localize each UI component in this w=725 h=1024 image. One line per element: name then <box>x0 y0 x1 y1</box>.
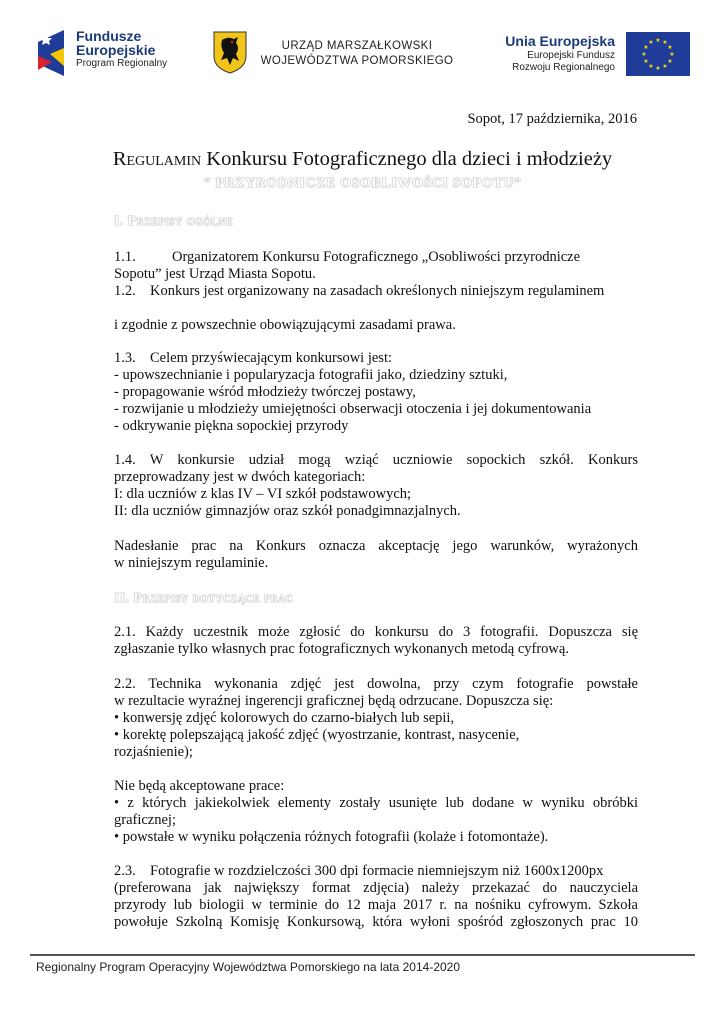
svg-text:★: ★ <box>655 65 661 72</box>
para-1-4-line4: II: dla uczniów gimnazjów oraz szkół ponadgimnazjalnych. <box>114 503 461 519</box>
griffin-crest-icon <box>212 30 248 74</box>
not-accepted-line2: • z których jakiekolwiek elementy zostały usunięte lub dodane w wyniku obróbki <box>114 795 638 811</box>
fe-logo-icon <box>34 26 70 80</box>
para-1-3-item3: - rozwijanie u młodzieży umiejętności obserwacji otoczenia i jej dokumentowania <box>114 401 592 417</box>
para-2-2-line3: • konwersję zdjęć kolorowych do czarno-białych lub sepii, <box>114 710 455 726</box>
para-2-3-line3: przyrody lub biologii w terminie do 12 maja 2017 r. na nośniku cyfrowym. Szkoła <box>114 897 638 913</box>
svg-text:★: ★ <box>641 51 647 58</box>
header-logos <box>0 22 725 82</box>
svg-text:★: ★ <box>662 63 668 70</box>
para-2-2-line4: • korektę polepszającą jakość zdjęć (wyostrzanie, kontrast, nasycenie, <box>114 727 520 743</box>
section-heading-2: II. Przepisy dotyczące prac <box>114 591 294 606</box>
para-2-3-line1 <box>114 863 638 880</box>
svg-text:★: ★ <box>662 39 668 46</box>
para-1-4-line3: I: dla uczniów z klas IV – VI szkół podstawowych; <box>114 486 412 502</box>
para-1-1-text-a: Organizatorem Konkursu Fotograficznego „Osobliwości przyrodnicze <box>172 249 581 265</box>
title-rest: Konkursu Fotograficznego dla dzieci i młodzieży <box>201 148 613 170</box>
para-2-3-number: 2.3. <box>114 863 136 879</box>
not-accepted-line3: graficznej; <box>114 812 176 828</box>
para-2-3-text-a: Fotografie w rozdzielczości 300 dpi formacie niemniejszym niż 1600x1200px <box>150 863 604 879</box>
not-accepted-line4: • powstałe w wyniku połączenia różnych fotografii (kolaże i fotomontaże). <box>114 829 549 845</box>
para-1-4-line2: przeprowadzany jest w dwóch kategoriach: <box>114 469 366 485</box>
fe-line3: Program Regionalny <box>76 58 168 69</box>
footer-text: Regionalny Program Operacyjny Województwa Pomorskiego na lata 2014-2020 <box>36 960 461 974</box>
fe-line1: Fundusze <box>76 28 142 44</box>
ue-line1: Unia Europejska <box>505 33 615 49</box>
para-2-2-line5: rozjaśnienie); <box>114 744 193 760</box>
para-2-2-line2: w rezultacie wyraźnej ingerencji graficznej będą odrzucane. Dopuszcza się: <box>114 693 554 709</box>
fe-line2: Europejskie <box>76 42 156 58</box>
para-2-1-line2: zgłaszanie tylko własnych prac fotograficznych wykonanych metodą cyfrową. <box>114 641 569 657</box>
para-1-2-number: 1.2. <box>114 283 136 299</box>
para-2-2-line1: 2.2. Technika wykonania zdjęć jest dowolna, przy czym fotografie powstałe <box>114 676 638 692</box>
para-1-1-line2: Sopotu” jest Urząd Miasta Sopotu. <box>114 266 316 282</box>
para-1-1-line1 <box>114 249 638 266</box>
acceptance-line1: Nadesłanie prac na Konkurs oznacza akceptację jego warunków, wyrażonych <box>114 538 638 554</box>
para-1-3-text-a: Celem przyświecającym konkursowi jest: <box>150 350 393 366</box>
para-1-3-line1 <box>114 350 638 367</box>
document-subtitle: “ PRZYRODNICZE OSOBLIWOŚCI SOPOTU” <box>203 176 522 191</box>
svg-text:★: ★ <box>655 37 661 44</box>
svg-text:★: ★ <box>648 39 654 46</box>
urzad-marszalkowski-label <box>257 39 457 69</box>
para-1-2-text-a: Konkurs jest organizowany na zasadach określonych niniejszym regulaminem <box>150 283 605 299</box>
fe-text <box>76 29 167 71</box>
svg-text:★: ★ <box>643 58 649 65</box>
para-2-1-line1: 2.1. Każdy uczestnik może zgłosić do konkursu do 3 fotografii. Dopuszcza się <box>114 624 638 640</box>
svg-text:★: ★ <box>648 63 654 70</box>
svg-text:★: ★ <box>643 44 649 51</box>
svg-text:★: ★ <box>669 51 675 58</box>
para-1-4-line1: 1.4. W konkursie udział mogą wziąć uczniowie sopockich szkół. Konkurs <box>114 452 638 468</box>
title-regulamin: Regulamin <box>112 148 202 170</box>
para-1-3-item1: - upowszechnianie i popularyzacja fotografii jako, dziedziny sztuki, <box>114 367 508 383</box>
footer-divider <box>30 954 695 956</box>
para-1-2-line1 <box>114 283 638 300</box>
para-2-3-line4: powołuje Szkolną Komisję Konkursową, która wyłoni spośród zgłoszonych prac 10 <box>114 914 638 930</box>
eu-flag-icon <box>626 32 690 76</box>
document-date: Sopot, 17 października, 2016 <box>467 111 637 127</box>
para-1-3-item4: - odkrywanie piękna sopockiej przyrody <box>114 418 349 434</box>
ue-line3: Rozwoju Regionalnego <box>512 62 615 73</box>
document-title <box>0 148 725 171</box>
para-1-3-number: 1.3. <box>114 350 136 366</box>
um-line1: URZĄD MARSZAŁKOWSKI <box>281 40 433 52</box>
um-line2: WOJEWÓDZTWA POMORSKIEGO <box>260 55 454 67</box>
svg-text:★: ★ <box>667 44 673 51</box>
not-accepted-line1: Nie będą akceptowane prace: <box>114 778 285 794</box>
para-1-3-item2: - propagowanie wśród młodzieży twórczej postawy, <box>114 384 416 400</box>
section-heading-1: I. Przepisy ogólne <box>114 214 233 229</box>
para-1-2-line2: i zgodnie z powszechnie obowiązującymi zasadami prawa. <box>114 317 456 333</box>
ue-line2: Europejski Fundusz <box>527 50 615 61</box>
para-2-3-line2: (preferowana jak największy format zdjęcia) należy przekazać do nauczyciela <box>114 880 638 896</box>
unia-europejska-label <box>503 32 615 74</box>
svg-text:★: ★ <box>667 58 673 65</box>
para-1-1-number: 1.1. <box>114 249 136 265</box>
acceptance-line2: w niniejszym regulaminie. <box>114 555 269 571</box>
fundusze-europejskie-logo <box>34 26 184 80</box>
